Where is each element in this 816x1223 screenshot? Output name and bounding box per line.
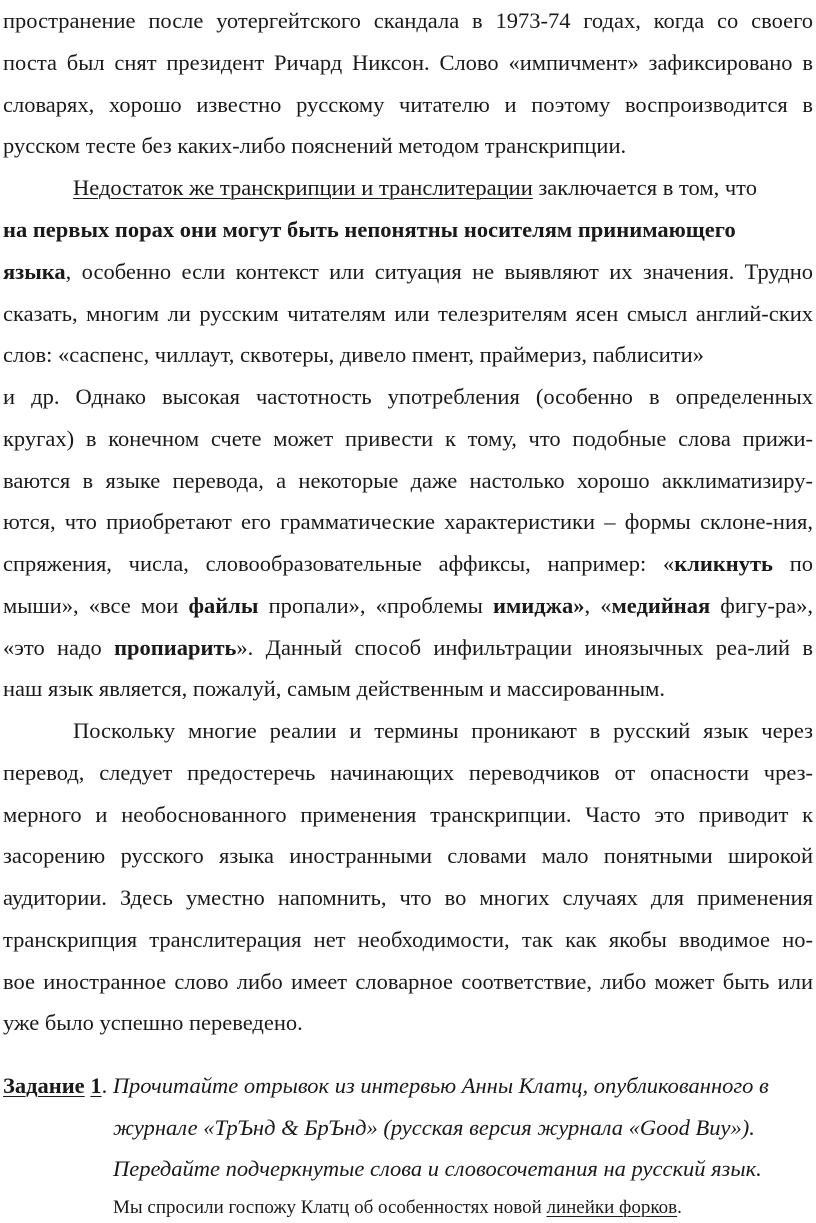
task-heading-line: Задание 1. Прочитайте отрывок из интервью Анны Клатц, опубликованного в bbox=[3, 1073, 769, 1098]
task-excerpt-line: Мы спросили госпожу Клатц об особенностях новой линейки форков. bbox=[113, 1197, 682, 1218]
paragraph-3-line-1: Поскольку многие реалии и термины проникают в русский язык через bbox=[73, 718, 813, 743]
paragraph-3-line-2: перевод, следует предостеречь начинающих переводчиков от опасности чрез- bbox=[3, 760, 813, 785]
paragraph-2-line-7: кругах) в конечном счете может привести к тому, что подобные слова прижи- bbox=[3, 426, 813, 451]
task-instruction-line-2: журнале «ТрЪнд & БрЪнд» (русская версия журнала «Good Buy»). bbox=[113, 1115, 755, 1140]
paragraph-2-line-11: мыши», «все мои файлы пропали», «проблемы имиджа», «медийная фигу-ра», bbox=[3, 593, 813, 618]
bold-term: медийная bbox=[611, 593, 711, 618]
paragraph-2-line-3: языка, особенно если контекст или ситуация не выявляют их значения. Трудно bbox=[3, 259, 813, 284]
paragraph-2-line-4: сказать, многим ли русским читателям или телезрителям ясен смысл англий-ских bbox=[3, 301, 813, 326]
bold-term: файлы bbox=[188, 593, 259, 618]
task-instruction-line-1: Прочитайте отрывок из интервью Анны Клатц, опубликованного в bbox=[112, 1073, 769, 1098]
paragraph-1-line-4: русском тесте без каких-либо пояснений методом транскрипции. bbox=[3, 133, 627, 158]
paragraph-3-line-3: мерного и необоснованного применения транскрипции. Часто это приводит к bbox=[3, 802, 813, 827]
paragraph-1-line-2: поста был снят президент Ричард Никсон. Слово «импичмент» зафиксировано в bbox=[3, 50, 813, 75]
paragraph-2-line-8: ваются в языке перевода, а некоторые даже настолько хорошо акклиматизиру- bbox=[3, 468, 813, 493]
underlined-phrase: Недостаток же транскрипции и транслитерации bbox=[73, 175, 533, 200]
paragraph-3-line-6: транскрипция транслитерация нет необходимости, так как якобы вводимое но- bbox=[3, 927, 813, 952]
paragraph-2-line-6: и др. Однако высокая частотность употребления (особенно в определенных bbox=[3, 384, 813, 409]
bold-term: пропиарить bbox=[114, 635, 237, 660]
paragraph-3-line-7: вое иностранное слово либо имеет словарное соответствие, либо может быть или bbox=[3, 969, 813, 994]
underlined-phrase: линейки форков bbox=[546, 1197, 678, 1218]
paragraph-3-line-8: уже было успешно переведено. bbox=[3, 1010, 303, 1035]
paragraph-2-line-5: слов: «саспенс, чиллаут, сквотеры, дивело пмент, праймериз, паблисити» bbox=[3, 342, 704, 367]
paragraph-2-line-10: спряжения, числа, словообразовательные аффиксы, например: «кликнуть по bbox=[3, 551, 813, 576]
paragraph-3-line-4: засорению русского языка иностранными словами мало понятными широкой bbox=[3, 843, 813, 868]
task-instruction-line-3: Передайте подчеркнутые слова и словосочетания на русский язык. bbox=[113, 1156, 762, 1181]
paragraph-2-line-13: наш язык является, пожалуй, самым действенным и массированным. bbox=[3, 676, 665, 701]
paragraph-2-line-1: Недостаток же транскрипции и транслитерации заключается в том, что bbox=[73, 175, 757, 200]
paragraph-1-line-3: словарях, хорошо известно русскому читателю и поэтому воспроизводится в bbox=[3, 92, 813, 117]
task-label: Задание bbox=[3, 1073, 85, 1098]
paragraph-3-line-5: аудитории. Здесь уместно напомнить, что во многих случаях для применения bbox=[3, 885, 813, 910]
paragraph-2-line-2: на первых порах они могут быть непонятны носителям принимающего bbox=[3, 217, 736, 242]
bold-term: кликнуть bbox=[674, 551, 773, 576]
paragraph-2-line-12: «это надо пропиарить». Данный способ инфильтрации иноязычных реа-лий в bbox=[3, 635, 813, 660]
bold-term: имиджа» bbox=[493, 593, 585, 618]
task-number: 1 bbox=[90, 1073, 102, 1098]
paragraph-1-line-1: пространение после уотергейтского скандала в 1973-74 годах, когда со своего bbox=[3, 8, 813, 33]
paragraph-2-line-9: ются, что приобретают его грамматические характеристики – формы склоне-ния, bbox=[3, 509, 813, 534]
